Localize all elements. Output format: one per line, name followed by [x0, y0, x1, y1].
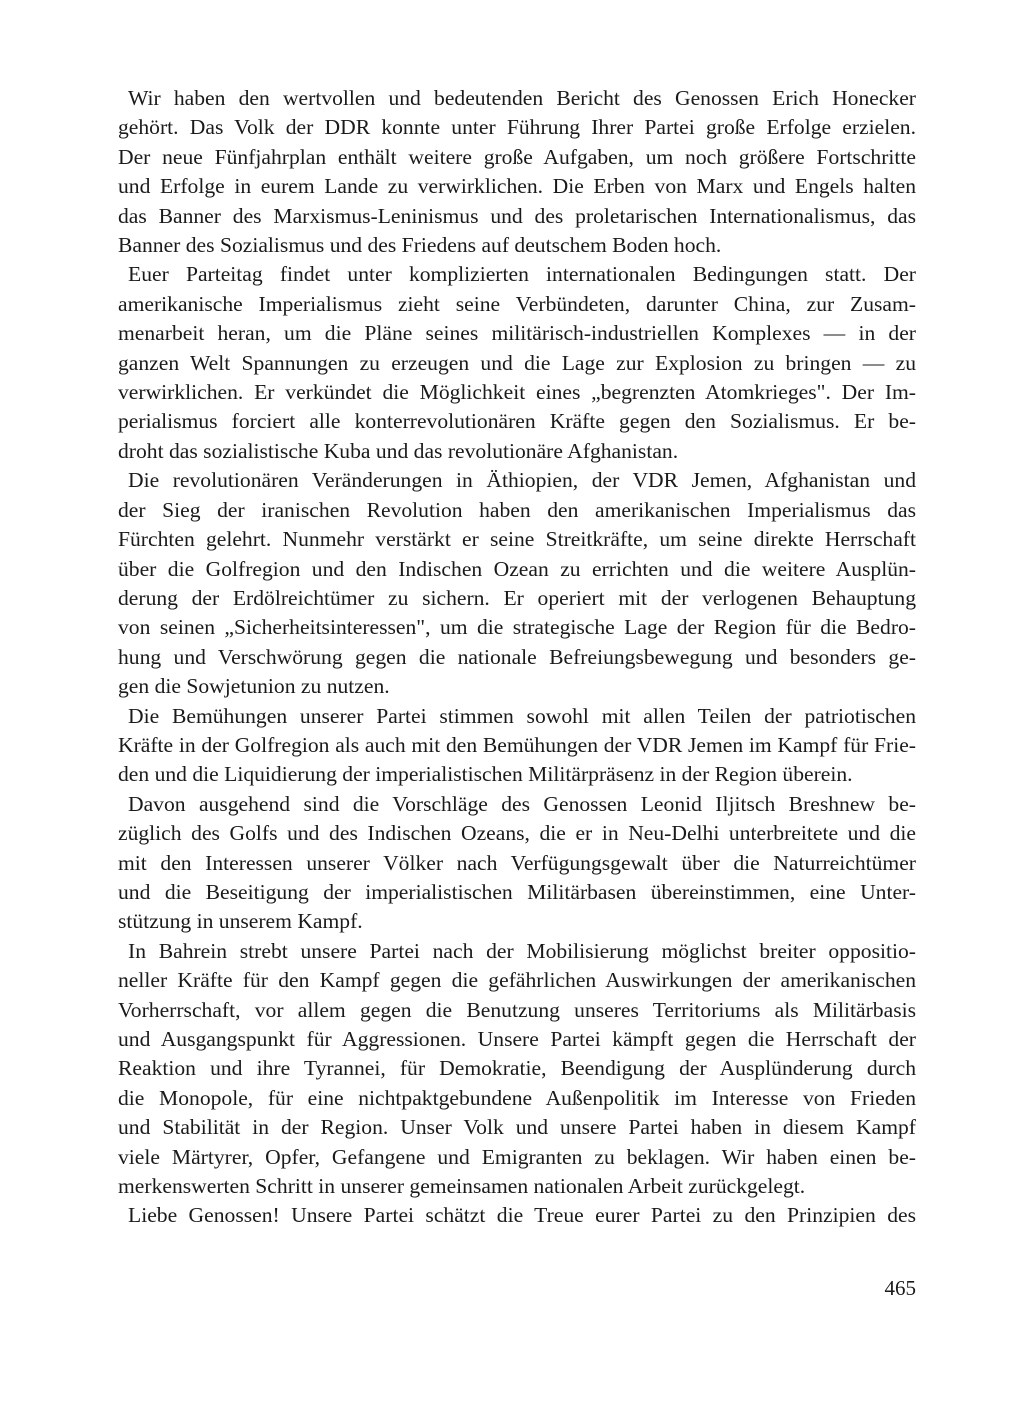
text-line: Der neue Fünfjahrplan enthält weitere große Aufgaben, um noch größere Fortschritte	[118, 144, 916, 169]
text-line: und die Beseitigung der imperialistischen Militärbasen übereinstimmen, eine Unter-	[118, 879, 916, 904]
text-line: menarbeit heran, um die Pläne seines militärisch-industriellen Komplexes — in der	[118, 321, 916, 346]
text-line: Euer Parteitag findet unter komplizierten internationalen Bedingungen statt. Der	[128, 262, 916, 287]
text-line: das Banner des Marxismus-Leninismus und des proletarischen Internationalismus, das	[118, 203, 916, 228]
text-line: von seinen „Sicherheitsinteressen", um die strategische Lage der Region für die Bedro-	[118, 615, 916, 640]
text-line: Reaktion und ihre Tyrannei, für Demokratie, Beendigung der Ausplünderung durch	[118, 1056, 916, 1081]
paragraph	[118, 466, 916, 701]
text-line: hung und Verschwörung gegen die nationale Befreiungsbewegung und besonders ge-	[118, 644, 916, 669]
paragraph	[118, 937, 916, 1202]
text-line: und Erfolge in eurem Lande zu verwirklichen. Die Erben von Marx und Engels halten	[118, 174, 916, 199]
text-line: viele Märtyrer, Opfer, Gefangene und Emigranten zu beklagen. Wir haben einen be-	[118, 1144, 916, 1169]
text-line: Davon ausgehend sind die Vorschläge des Genossen Leonid Iljitsch Breshnew be-	[128, 791, 916, 816]
text-line: In Bahrein strebt unsere Partei nach der Mobilisierung möglichst breiter oppositio-	[128, 938, 916, 963]
paragraph	[118, 702, 916, 790]
text-line: die Monopole, für eine nichtpaktgebundene Außenpolitik im Interesse von Frieden	[118, 1085, 916, 1110]
text-line: derung der Erdölreichtümer zu sichern. Er operiert mit der verlogenen Behauptung	[118, 585, 916, 610]
text-line: verwirklichen. Er verkündet die Möglichkeit eines „begrenzten Atomkrieges". Der Im-	[118, 380, 916, 405]
text-line: züglich des Golfs und des Indischen Ozeans, die er in Neu-Delhi unterbreitete und die	[118, 821, 916, 846]
text-line: gehört. Das Volk der DDR konnte unter Führung Ihrer Partei große Erfolge erzielen.	[118, 115, 916, 140]
text-line: amerikanische Imperialismus zieht seine Verbündeten, darunter China, zur Zusam-	[118, 291, 916, 316]
text-line: und Stabilität in der Region. Unser Volk und unsere Partei haben in diesem Kampf	[118, 1115, 916, 1140]
text-line: Wir haben den wertvollen und bedeutenden Bericht des Genossen Erich Honecker	[128, 86, 916, 110]
text-line: über die Golfregion und den Indischen Ozean zu errichten und die weitere Ausplün-	[118, 556, 916, 581]
text-line: Liebe Genossen! Unsere Partei schätzt die Treue eurer Partei zu den Prinzipien des	[128, 1203, 916, 1228]
paragraph	[118, 84, 916, 260]
text-line: Fürchten gelehrt. Nunmehr verstärkt er seine Streitkräfte, um seine direkte Herrschaft	[118, 527, 916, 552]
text-line: perialismus forciert alle konterrevolutionären Kräfte gegen den Sozialismus. Er be-	[118, 409, 916, 434]
text-line: ganzen Welt Spannungen zu erzeugen und die Lage zur Explosion zu bringen — zu	[118, 350, 916, 375]
text-line: mit den Interessen unserer Völker nach Verfügungsgewalt über die Naturreichtümer	[118, 850, 916, 875]
text-line: stützung in unserem Kampf.	[118, 909, 363, 934]
paragraph	[118, 1201, 916, 1230]
text-line: Vorherrschaft, vor allem gegen die Benutzung unseres Territoriums als Militärbasis	[118, 997, 916, 1022]
text-line: Die revolutionären Veränderungen in Äthiopien, der VDR Jemen, Afghanistan und	[128, 468, 916, 493]
text-line: Kräfte in der Golfregion als auch mit den Bemühungen der VDR Jemen im Kampf für Frie-	[118, 732, 916, 757]
paragraph	[118, 790, 916, 937]
text-line: den und die Liquidierung der imperialistischen Militärpräsenz in der Region überein.	[118, 762, 853, 787]
text-line: gen die Sowjetunion zu nutzen.	[118, 674, 390, 699]
text-line: Die Bemühungen unserer Partei stimmen sowohl mit allen Teilen der patriotischen	[128, 703, 916, 728]
page-number: 465	[884, 1276, 916, 1300]
text-line: droht das sozialistische Kuba und das revolutionäre Afghanistan.	[118, 438, 679, 463]
paragraph	[118, 260, 916, 466]
text-line: und Ausgangspunkt für Aggressionen. Unsere Partei kämpft gegen die Herrschaft der	[118, 1027, 916, 1051]
text-line: merkenswerten Schritt in unserer gemeinsamen nationalen Arbeit zurückgelegt.	[118, 1174, 806, 1199]
text-line: der Sieg der iranischen Revolution haben den amerikanischen Imperialismus das	[118, 497, 916, 522]
body-text	[118, 84, 916, 1231]
text-line: Banner des Sozialismus und des Friedens auf deutschem Boden hoch.	[118, 233, 722, 258]
text-line: neller Kräfte für den Kampf gegen die gefährlichen Auswirkungen der amerikanischen	[118, 968, 916, 993]
